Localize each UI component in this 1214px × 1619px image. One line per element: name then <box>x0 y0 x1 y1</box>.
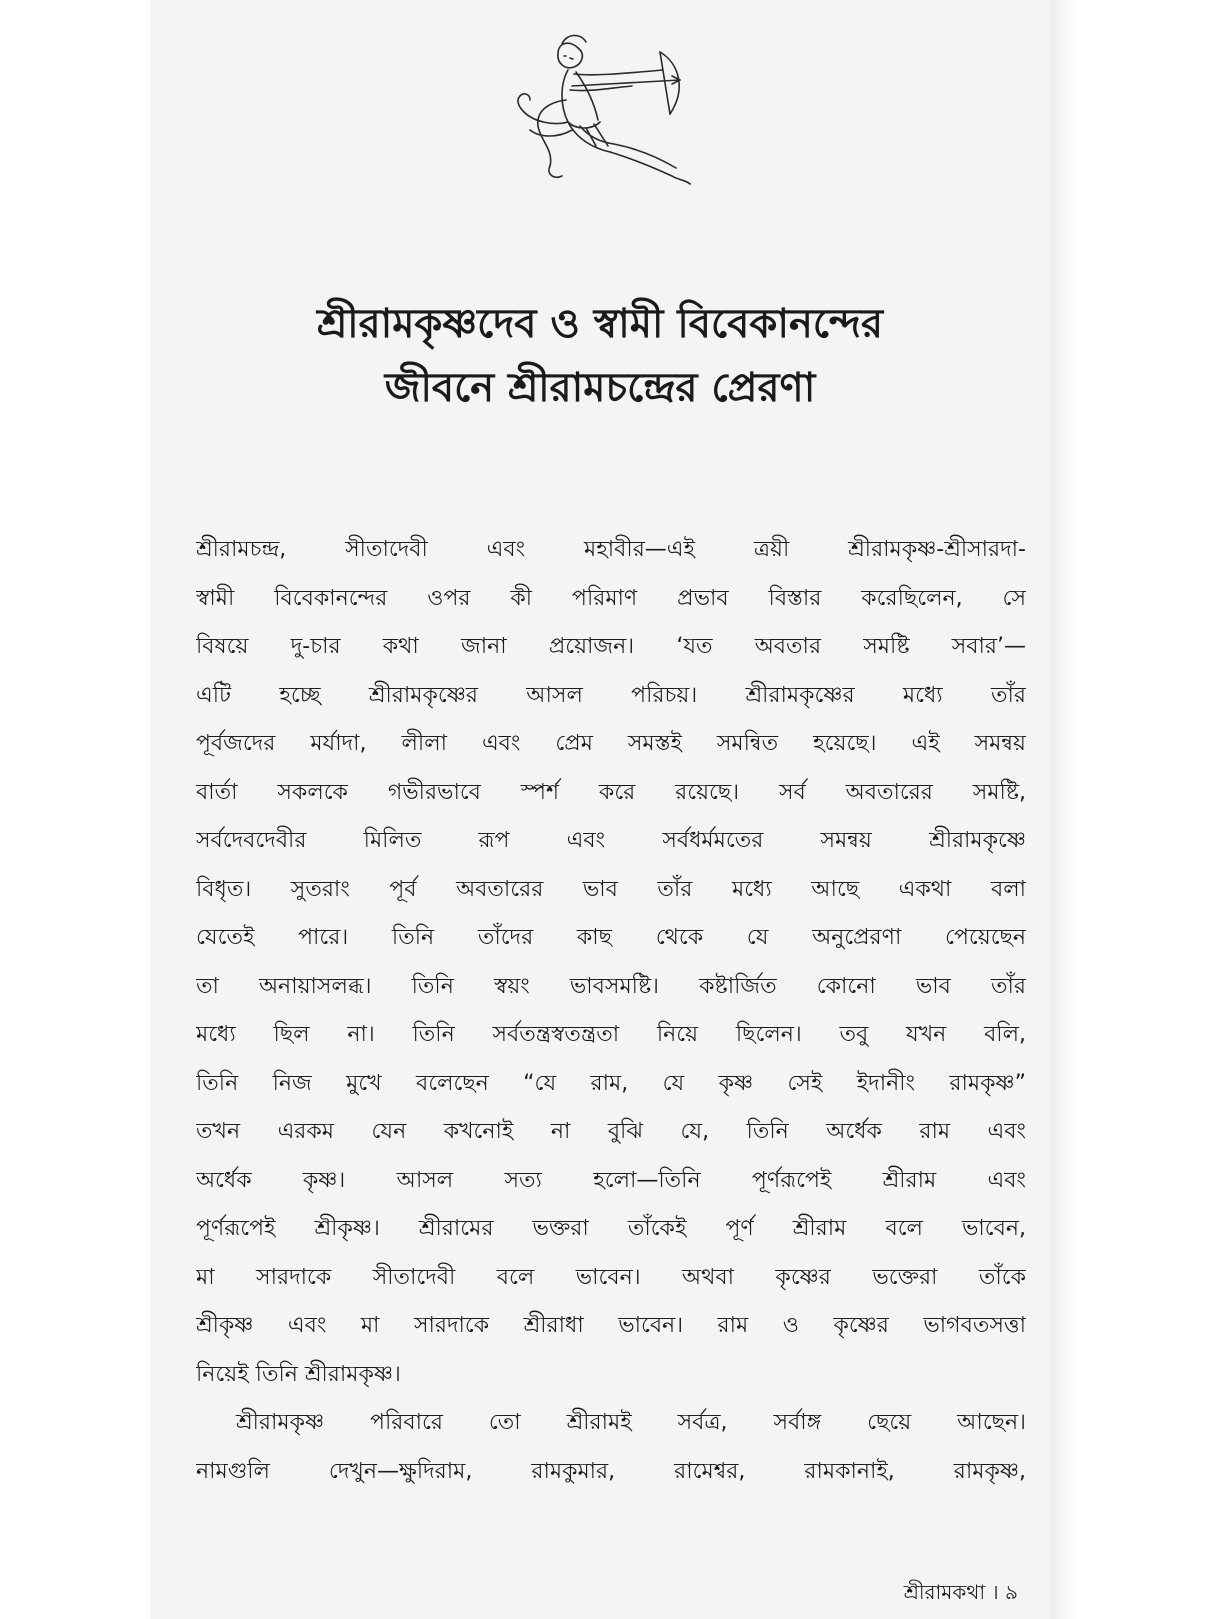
chapter-title-line-2: জীবনে শ্রীরামচন্দ্রের প্রেরণা <box>384 365 816 411</box>
chapter-title <box>150 292 1050 420</box>
chapter-title-line-1: শ্রীরামকৃষ্ণদেব ও স্বামী বিবেকানন্দের <box>317 301 883 347</box>
text-line: বিধৃত। সুতরাং পূর্ব অবতারের ভাব তাঁর মধ্যে আছে একথা বলা <box>196 876 1026 902</box>
text-line: তা অনায়াসলব্ধ। তিনি স্বয়ং ভাবসমষ্টি। কষ্টার্জিত কোনো ভাব তাঁর <box>196 973 1026 999</box>
text-line: মা সারদাকে সীতাদেবী বলে ভাবেন। অথবা কৃষ্ণের ভক্তেরা তাঁকে <box>196 1264 1026 1290</box>
text-line: এটি হচ্ছে শ্রীরামকৃষ্ণের আসল পরিচয়। শ্রীরামকৃষ্ণের মধ্যে তাঁর <box>196 682 1026 708</box>
page-edge <box>1050 0 1080 1619</box>
text-line: যেতেই পারে। তিনি তাঁদের কাছ থেকে যে অনুপ্রেরণা পেয়েছেন <box>196 925 1026 950</box>
text-line: সর্বদেবদেবীর মিলিত রূপ এবং সর্বধর্মমতের সমন্বয় শ্রীরামকৃষ্ণে <box>196 828 1026 853</box>
text-line: স্বামী বিবেকানন্দের ওপর কী পরিমাণ প্রভাব বিস্তার করেছিলেন, সে <box>196 585 1026 611</box>
text-line: শ্রীরামকৃষ্ণ পরিবারে তো শ্রীরামই সর্বত্র, সর্বাঙ্গ ছেয়ে আছেন। <box>236 1410 1026 1435</box>
body-text <box>196 526 1026 1496</box>
text-line: পূর্ণরূপেই শ্রীকৃষ্ণ। শ্রীরামের ভক্তরা তাঁকেই পূর্ণ শ্রীরাম বলে ভাবেন, <box>196 1216 1026 1241</box>
text-line: শ্রীরামচন্দ্র, সীতাদেবী এবং মহাবীর—এই ত্রয়ী শ্রীরামকৃষ্ণ-শ্রীসারদা- <box>196 537 1026 562</box>
text-line: পূর্বজদের মর্যাদা, লীলা এবং প্রেম সমস্তই সমন্বিত হয়েছে। এই সমন্বয় <box>196 731 1026 756</box>
text-line: নিয়েই তিনি শ্রীরামকৃষ্ণ। <box>196 1361 401 1387</box>
text-line: মধ্যে ছিল না। তিনি সর্বতন্ত্রস্বতন্ত্রতা নিয়ে ছিলেন। তবু যখন বলি, <box>196 1022 1026 1047</box>
text-line: তখন এরকম যেন কখনোই না বুঝি যে, তিনি অর্ধেক রাম এবং <box>196 1119 1026 1144</box>
text-line: শ্রীকৃষ্ণ এবং মা সারদাকে শ্রীরাধা ভাবেন। রাম ও কৃষ্ণের ভাগবতসত্তা <box>196 1313 1026 1338</box>
text-line: বিষয়ে দু-চার কথা জানা প্রয়োজন। ‘যত অবতার সমষ্টি সবার’— <box>196 634 1026 659</box>
page-footer: শ্রীরামকথা । ৯ <box>903 1580 1018 1604</box>
archer-illustration <box>510 30 710 200</box>
text-line: অর্ধেক কৃষ্ণ। আসল সত্য হলো—তিনি পূর্ণরূপেই শ্রীরাম এবং <box>196 1167 1026 1193</box>
text-line: তিনি নিজ মুখে বলেছেন “যে রাম, যে কৃষ্ণ সেই ইদানীং রামকৃষ্ণ” <box>196 1070 1026 1096</box>
text-line: বার্তা সকলকে গভীরভাবে স্পর্শ করে রয়েছে। সর্ব অবতারের সমষ্টি, <box>196 779 1026 805</box>
text-line: নামগুলি দেখুন—ক্ষুদিরাম, রামকুমার, রামেশ্বর, রামকানাই, রামকৃষ্ণ, <box>196 1458 1026 1484</box>
